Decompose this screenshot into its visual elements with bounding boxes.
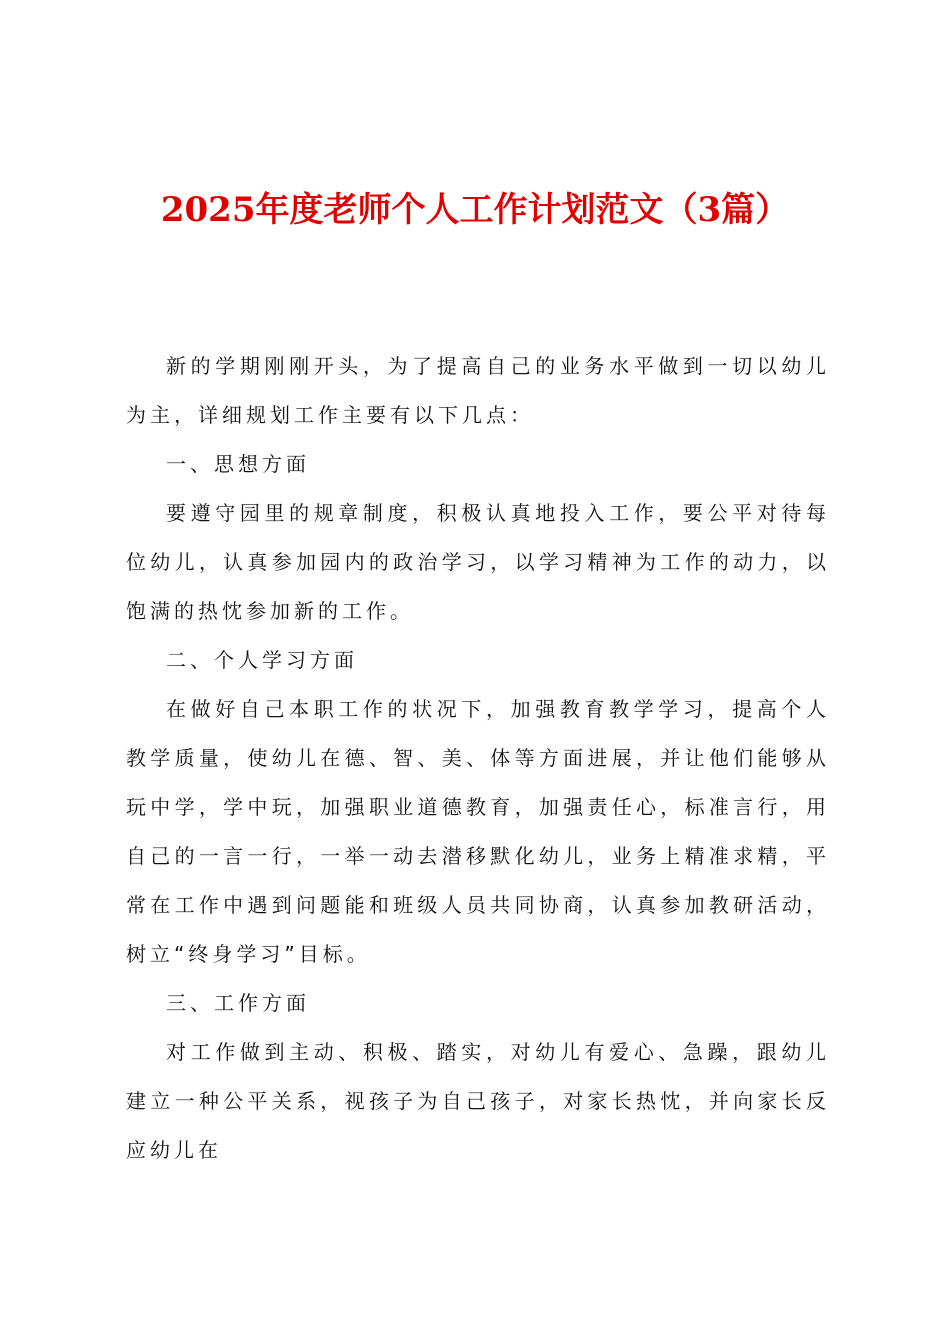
study-paragraph: 在做好自己本职工作的状况下，加强教育教学学习，提高个人教学质量，使幼儿在德、智、美、体等方面进展，并让他们能够从玩中学，学中玩，加强职业道德教育，加强责任心，标准言行，用自己的一言一行，一举一动去潜移默化幼儿，业务上精准求精，平常在工作中遇到问题能和班级人员共同协商，认真参加教研活动，树立“终身学习”目标。	[126, 697, 830, 966]
section-heading-study: 二、个人学习方面	[166, 648, 358, 672]
thought-paragraph: 要遵守园里的规章制度，积极认真地投入工作，要公平对待每位幼儿，认真参加园内的政治学习，以学习精神为工作的动力，以饱满的热忱参加新的工作。	[126, 501, 830, 623]
work-paragraph: 对工作做到主动、积极、踏实，对幼儿有爱心、急躁，跟幼儿建立一种公平关系，视孩子为自己孩子，对家长热忱，并向家长反应幼儿在	[126, 1040, 830, 1162]
intro-paragraph: 新的学期刚刚开头，为了提高自己的业务水平做到一切以幼儿为主，详细规划工作主要有以下几点：	[126, 354, 830, 427]
section-heading-work: 三、工作方面	[166, 991, 310, 1015]
document-title: 2025年度老师个人工作计划范文（3篇）	[160, 190, 790, 230]
section-heading-thought: 一、思想方面	[166, 452, 310, 476]
document-body	[126, 342, 830, 1175]
